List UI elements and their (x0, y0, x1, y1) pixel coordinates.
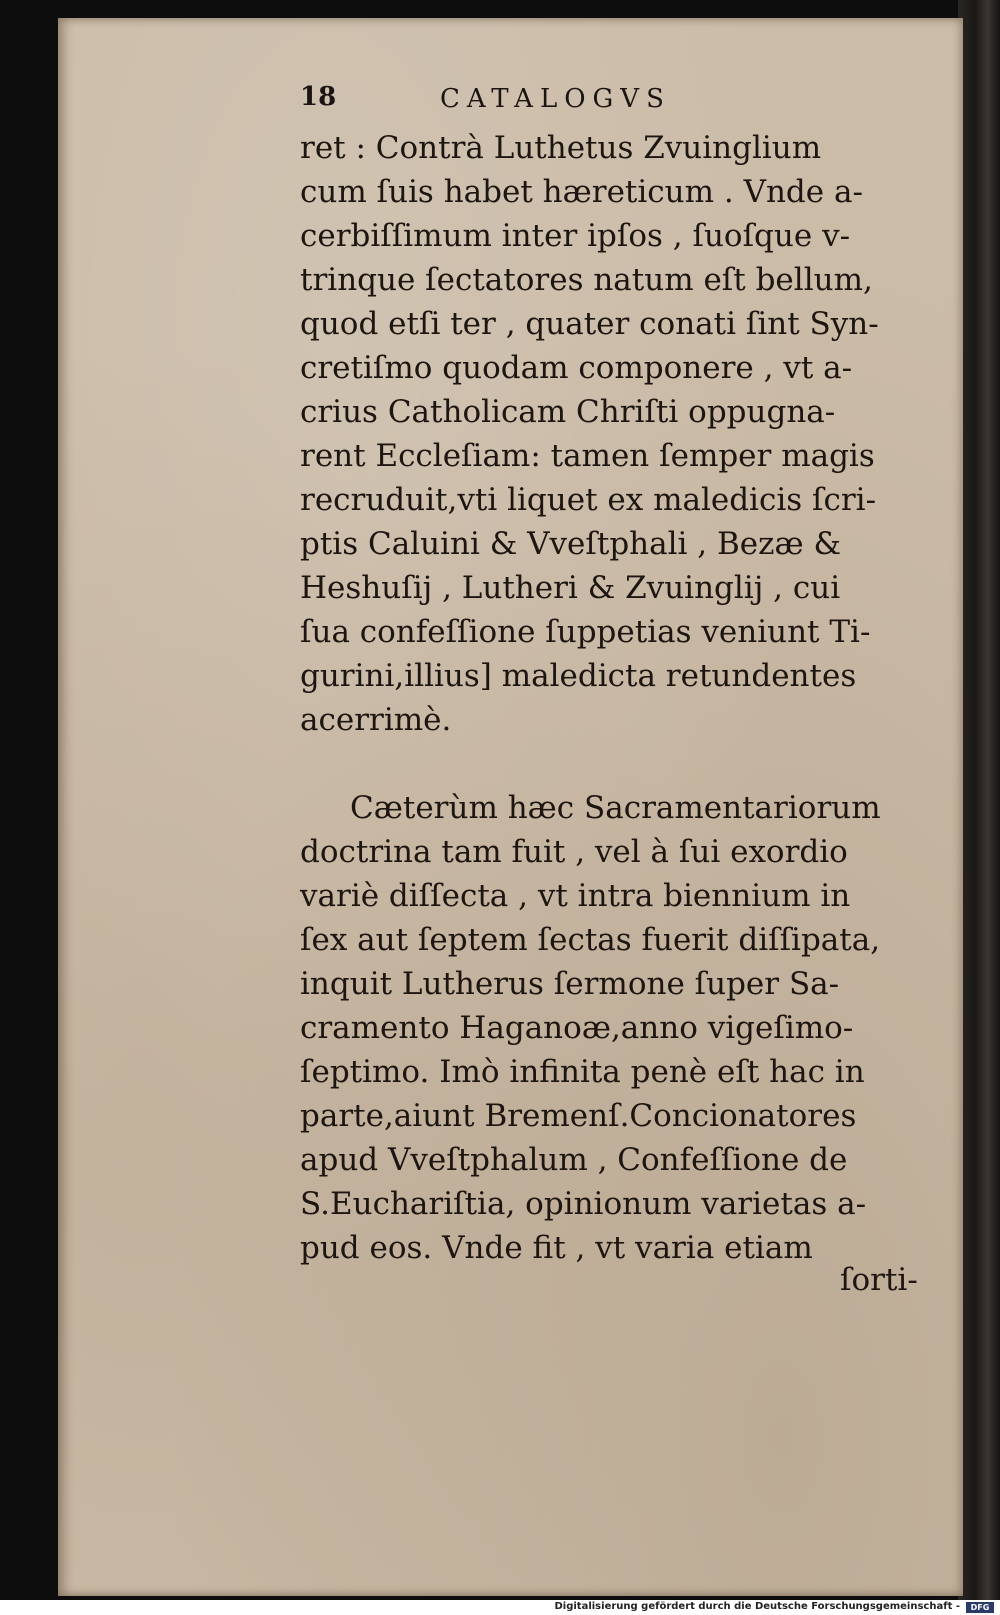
text-line: crius Catholicam Chriſti oppugna- (300, 394, 836, 430)
text-line: recruduit,vti liquet ex maledicis ſcri- (300, 482, 877, 518)
text-line: ret : Contrà Luthetus Zvuinglium (300, 130, 822, 166)
running-head: CATALOGVS (440, 84, 671, 114)
paragraph-2 (300, 786, 940, 1270)
text-line: ſex aut ſeptem ſectas fuerit diſſipata, (300, 922, 881, 958)
text-line: cum ſuis habet hæreticum . Vnde a- (300, 174, 863, 210)
text-line: quod etſi ter , quater conati ſint Syn- (300, 306, 879, 342)
text-line: parte,aiunt Bremenſ.Concionatores (300, 1098, 857, 1134)
paragraph-1 (300, 126, 940, 742)
text-line: ſeptimo. Imò infinita penè eſt hac in (300, 1054, 865, 1090)
text-line: Cæterùm hæc Sacramentariorum (350, 790, 881, 826)
text-line: cretiſmo quodam componere , vt a- (300, 350, 853, 386)
text-line: rent Eccleſiam: tamen ſemper magis (300, 438, 875, 474)
text-line: cramento Haganoæ,anno vigeſimo- (300, 1010, 854, 1046)
dfg-logo: DFG (966, 1602, 994, 1613)
text-line: pud eos. Vnde fit , vt varia etiam (300, 1230, 813, 1266)
book-edge (958, 0, 1000, 1600)
catchword: ſorti- (840, 1262, 918, 1298)
text-line: ſua confeſſione ſuppetias veniunt Ti- (300, 614, 871, 650)
text-line: S.Euchariſtia, opinionum varietas a- (300, 1186, 867, 1222)
page-number: 18 (300, 82, 337, 112)
text-line: variè diſſecta , vt intra biennium in (300, 878, 851, 914)
text-line: inquit Lutherus ſermone ſuper Sa- (300, 966, 840, 1002)
text-line: acerrimè. (300, 702, 452, 738)
funding-credit: Digitalisierung gefördert durch die Deutsche Forschungsgemeinschaft - (554, 1601, 960, 1612)
text-line: ptis Caluini & Vveſtphali , Bezæ & (300, 526, 842, 562)
page-header (300, 82, 760, 122)
text-line: apud Vveſtphalum , Confeſſione de (300, 1142, 848, 1178)
text-line: cerbiſſimum inter ipſos , ſuoſque v- (300, 218, 851, 254)
text-line: trinque ſectatores natum eſt bellum, (300, 262, 873, 298)
paragraph-gap (300, 742, 940, 786)
page-body (300, 126, 940, 1270)
text-line: gurini,illius] maledicta retundentes (300, 658, 857, 694)
text-line: Heshuſij , Lutheri & Zvuinglij , cui (300, 570, 841, 606)
text-line: doctrina tam fuit , vel à ſui exordio (300, 834, 848, 870)
footer-bar (0, 1600, 1000, 1615)
